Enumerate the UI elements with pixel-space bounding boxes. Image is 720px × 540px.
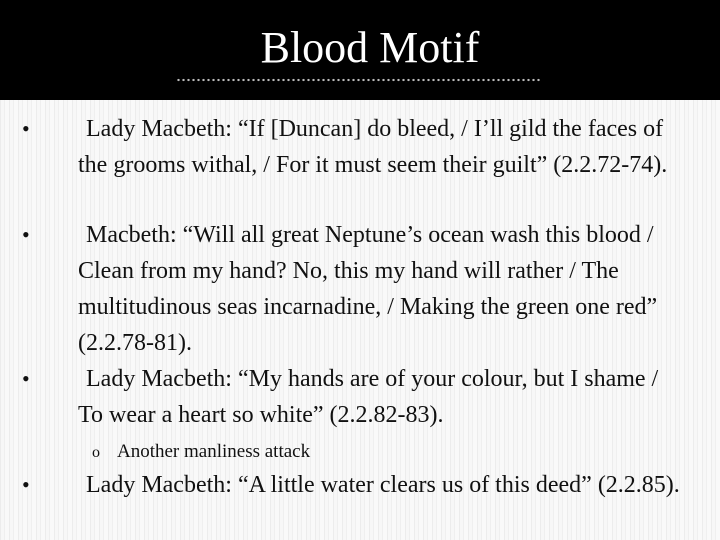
bullet-item [22, 111, 688, 183]
bullet-marker: • [22, 222, 30, 247]
bullet-text: Lady Macbeth: “If [Duncan] do bleed, / I’ll gild the faces of the grooms withal, / For it must seem their guilt” (2.2.72-74). [78, 116, 668, 178]
slide-title: Blood Motif [260, 23, 480, 72]
bullet-text: Macbeth: “Will all great Neptune’s ocean wash this blood / Clean from my hand? No, this my hand will rather / The multitudinous seas incarnadine, / Making the green one red” (2.2.78-81). [78, 222, 658, 356]
sub-bullet-item [92, 438, 311, 466]
bullet-marker: • [22, 366, 30, 391]
bullet-text: Lady Macbeth: “A little water clears us of this deed” (2.2.85). [86, 472, 680, 498]
sub-bullet-text: Another manliness attack [117, 441, 311, 462]
bullet-item [22, 217, 688, 361]
bullet-item [22, 467, 688, 503]
bullet-text: Lady Macbeth: “My hands are of your colour, but I shame / To wear a heart so white” (2.2.82-83). [78, 366, 659, 428]
bullet-marker: • [22, 472, 30, 497]
bullet-marker: • [22, 116, 30, 141]
bullet-item [22, 361, 688, 433]
sub-bullet-marker: o [92, 444, 100, 461]
